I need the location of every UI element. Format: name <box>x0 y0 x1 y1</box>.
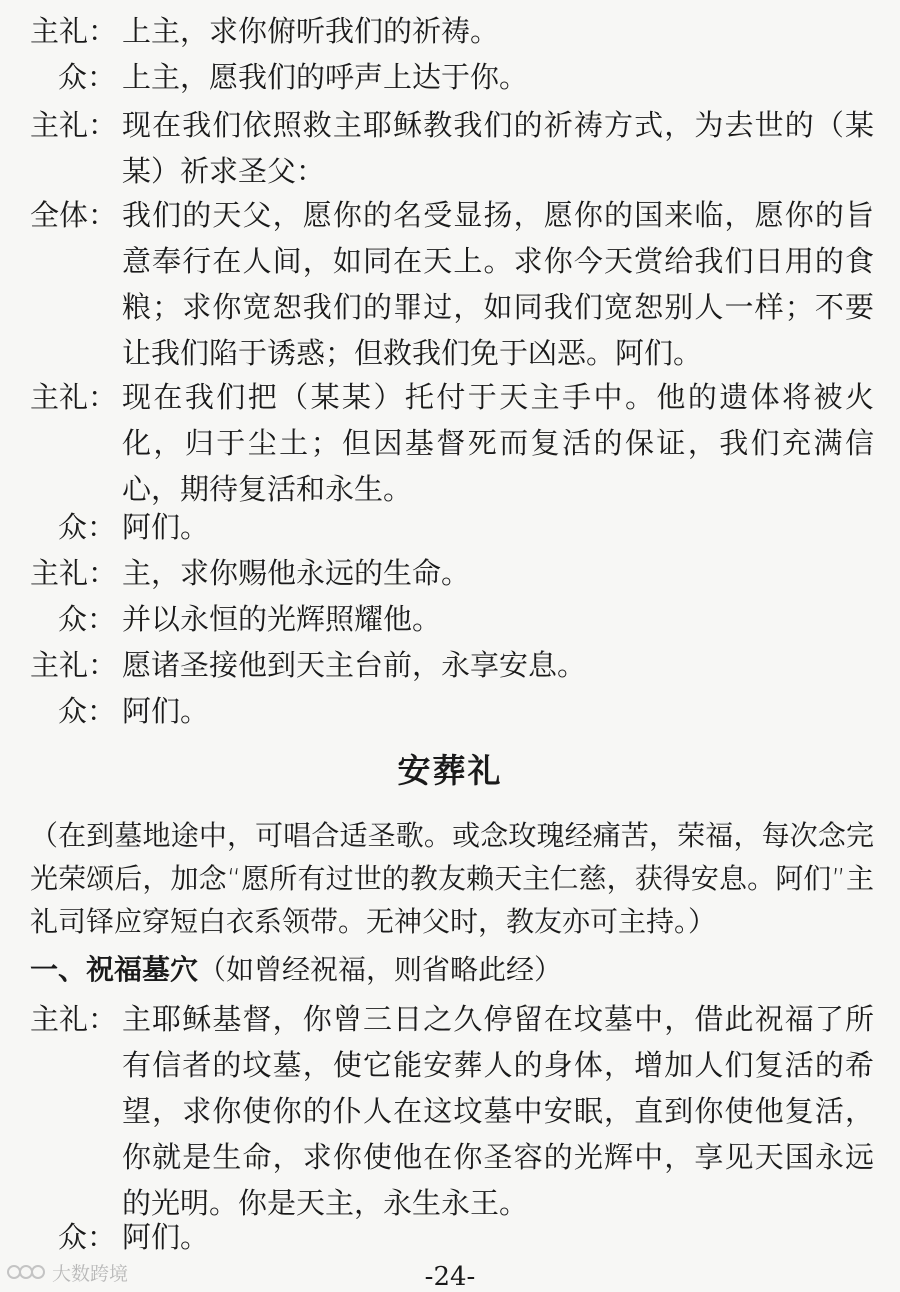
speaker-label: 主礼： <box>30 556 118 590</box>
rubric-text: （在到墓地途中，可唱合适圣歌。或念玫瑰经痛苦，荣福，每次念完光荣颂后，加念“愿所有过世的教友赖天主仁慈，获得安息。阿们”主礼司铎应穿短白衣系领带。无神父时，教友亦可主持。） <box>30 819 874 938</box>
speaker-label: 全体： <box>30 198 118 232</box>
speaker-label: 主礼： <box>30 108 118 142</box>
subsection-title: 一、祝福墓穴 <box>30 953 199 986</box>
speaker-label: 主礼： <box>30 648 118 682</box>
prayer-text: 现在我们把（某某）托付于天主手中。他的遗体将被火化，归于尘土；但因基督死而复活的保证，我们充满信心，期待复活和永生。 <box>122 380 874 506</box>
watermark-logo-icon <box>6 1262 46 1282</box>
subsection-note: （如曾经祝福，则省略此经） <box>198 953 563 986</box>
speaker-label: 众： <box>58 694 117 728</box>
speaker-label: 众： <box>58 510 117 544</box>
watermark <box>6 1258 128 1286</box>
prayer-text: 阿们。 <box>122 510 210 544</box>
prayer-text: 我们的天父，愿你的名受显扬，愿你的国来临，愿你的旨意奉行在人间，如同在天上。求你今天赏给我们日用的食粮；求你宽恕我们的罪过，如同我们宽恕别人一样；不要让我们陷于诱惑；但救我们免于凶恶。阿们。 <box>122 198 874 370</box>
speaker-label: 主礼： <box>30 1002 118 1036</box>
prayer-text: 愿诸圣接他到天主台前，永享安息。 <box>122 648 587 682</box>
prayer-text: 阿们。 <box>122 694 210 728</box>
prayer-text: 上主，求你俯听我们的祈祷。 <box>122 14 500 48</box>
page-number: -24- <box>424 1262 476 1292</box>
watermark-text: 大数跨境 <box>52 1262 129 1285</box>
prayer-text: 并以永恒的光辉照耀他。 <box>122 602 442 636</box>
blessing-text: 主耶稣基督，你曾三日之久停留在坟墓中，借此祝福了所有信者的坟墓，使它能安葬人的身体，增加人们复活的希望，求你使你的仆人在这坟墓中安眠，直到你使他复活，你就是生命，求你使他在你圣容的光辉中，享见天国永远的光明。你是天主，永生永王。 <box>122 1002 874 1220</box>
section-title: 安葬礼 <box>397 751 503 790</box>
speaker-label: 众： <box>58 60 117 94</box>
subsection-heading <box>30 948 874 992</box>
prayer-text: 现在我们依照救主耶稣教我们的祈祷方式，为去世的（某某）祈求圣父： <box>122 108 874 188</box>
prayer-text: 上主，愿我们的呼声上达于你。 <box>122 60 529 94</box>
speaker-label: 众： <box>58 1220 117 1254</box>
prayer-text: 主，求你赐他永远的生命。 <box>122 556 471 590</box>
blessing-text: 阿们。 <box>122 1220 210 1254</box>
speaker-label: 主礼： <box>30 14 118 48</box>
speaker-label: 众： <box>58 602 117 636</box>
speaker-label: 主礼： <box>30 380 118 414</box>
